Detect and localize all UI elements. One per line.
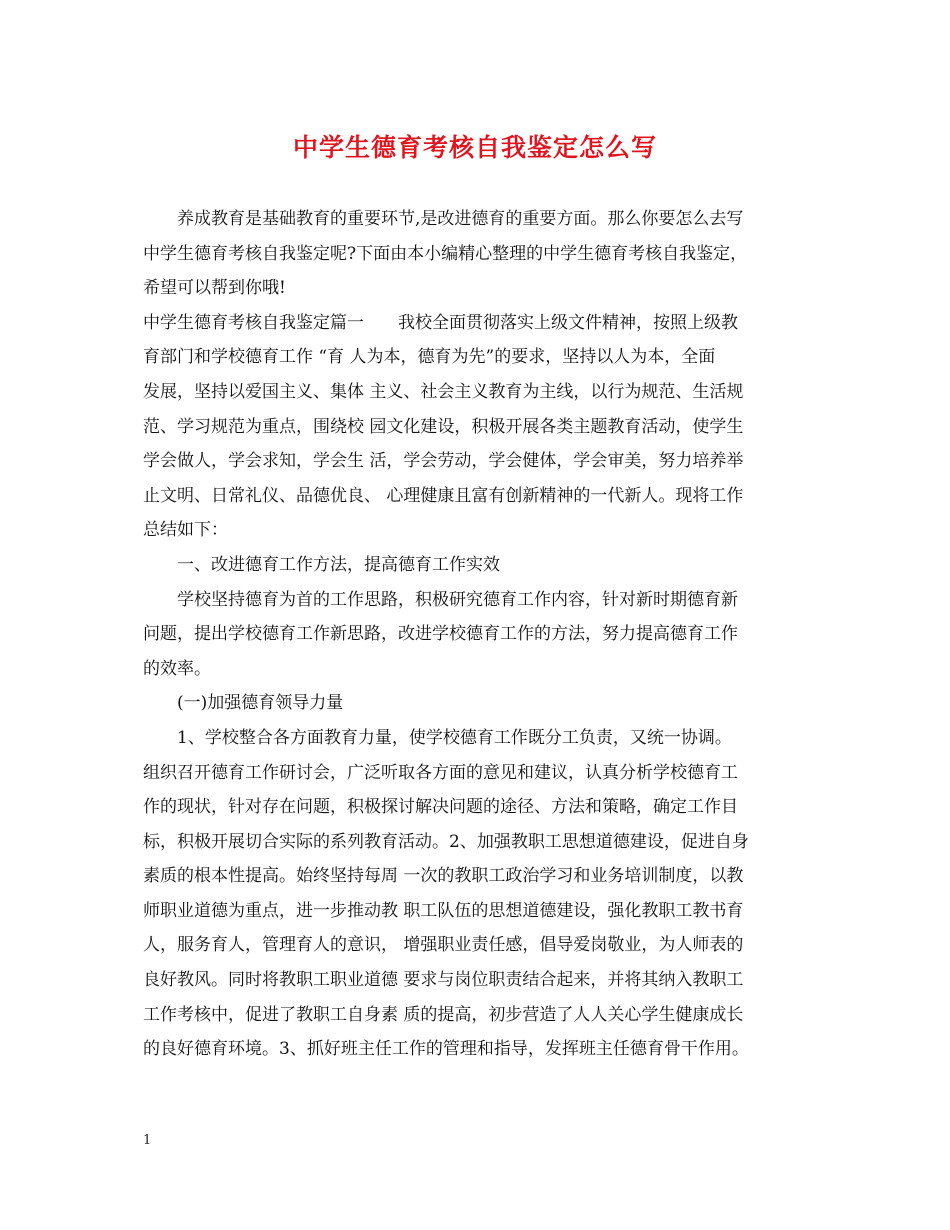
text-line: 标，积极开展切合实际的系列教育活动。2、加强教职工思想道德建设，促进自身 xyxy=(143,831,749,852)
text-line: 发展，坚持以爱国主义、集体 主义、社会主义教育为主线，以行为规范、生活规 xyxy=(143,381,744,402)
document-body xyxy=(143,202,811,1067)
text-line: 素质的根本性提高。始终坚持每周 一次的教职工政治学习和业务培训制度，以教 xyxy=(143,866,744,887)
text-line: 学会做人，学会求知，学会生 活，学会劳动，学会健体，学会审美，努力培养举 xyxy=(143,451,744,472)
text-line: 的良好德育环境。3、抓好班主任工作的管理和指导，发挥班主任德育骨干作用。 xyxy=(143,1039,749,1060)
text-line: 的效率。 xyxy=(143,658,211,679)
text-line: 问题，提出学校德育工作新思路，改进学校德育工作的方法，努力提高德育工作 xyxy=(143,624,738,645)
text-line: 希望可以帮到你哦! xyxy=(143,278,286,299)
text-line: 养成教育是基础教育的重要环节,是改进德育的重要方面。那么你要怎么去写 xyxy=(143,209,744,229)
text-line: 作的现状，针对存在问题，积极探讨解决问题的途径、方法和策略，确定工作目 xyxy=(143,797,738,818)
text-line: 1、学校整合各方面教育力量，使学校德育工作既分工负责，又统一协调。 xyxy=(143,727,732,748)
text-line: 工作考核中，促进了教职工自身素 质的提高，初步营造了人人关心学生健康成长 xyxy=(143,1004,744,1025)
text-line: 一、改进德育工作方法，提高德育工作实效 xyxy=(143,554,500,575)
text-line: (一)加强德育领导力量 xyxy=(143,693,344,714)
text-line: 总结如下： xyxy=(143,520,228,541)
text-line: 中学生德育考核自我鉴定篇一 我校全面贯彻落实上级文件精神，按照上级教 xyxy=(143,312,738,333)
text-line: 师职业道德为重点，进一步推动教 职工队伍的思想道德建设，强化教职工教书育 xyxy=(143,900,744,921)
text-line: 止文明、日常礼仪、品德优良、 心理健康且富有创新精神的一代新人。现将工作 xyxy=(143,485,744,506)
text-line: 组织召开德育工作研讨会，广泛听取各方面的意见和建议，认真分析学校德育工 xyxy=(143,762,738,783)
page-title: 中学生德育考核自我鉴定怎么写 xyxy=(292,133,657,162)
text-line: 学校坚持德育为首的工作思路，积极研究德育工作内容，针对新时期德育新 xyxy=(143,589,738,610)
page-number: 1 xyxy=(143,1133,152,1148)
text-line: 人，服务育人，管理育人的意识， 增强职业责任感，倡导爱岗敬业，为人师表的 xyxy=(143,935,744,956)
text-line: 育部门和学校德育工作 “育 人为本，德育为先”的要求，坚持以人为本，全面 xyxy=(143,347,716,368)
text-line: 良好教风。同时将教职工职业道德 要求与岗位职责结合起来，并将其纳入教职工 xyxy=(143,970,744,991)
text-line: 范、学习规范为重点，围绕校 园文化建设，积极开展各类主题教育活动，使学生 xyxy=(143,416,744,437)
text-line: 中学生德育考核自我鉴定呢?下面由本小编精心整理的中学生德育考核自我鉴定， xyxy=(143,243,748,264)
